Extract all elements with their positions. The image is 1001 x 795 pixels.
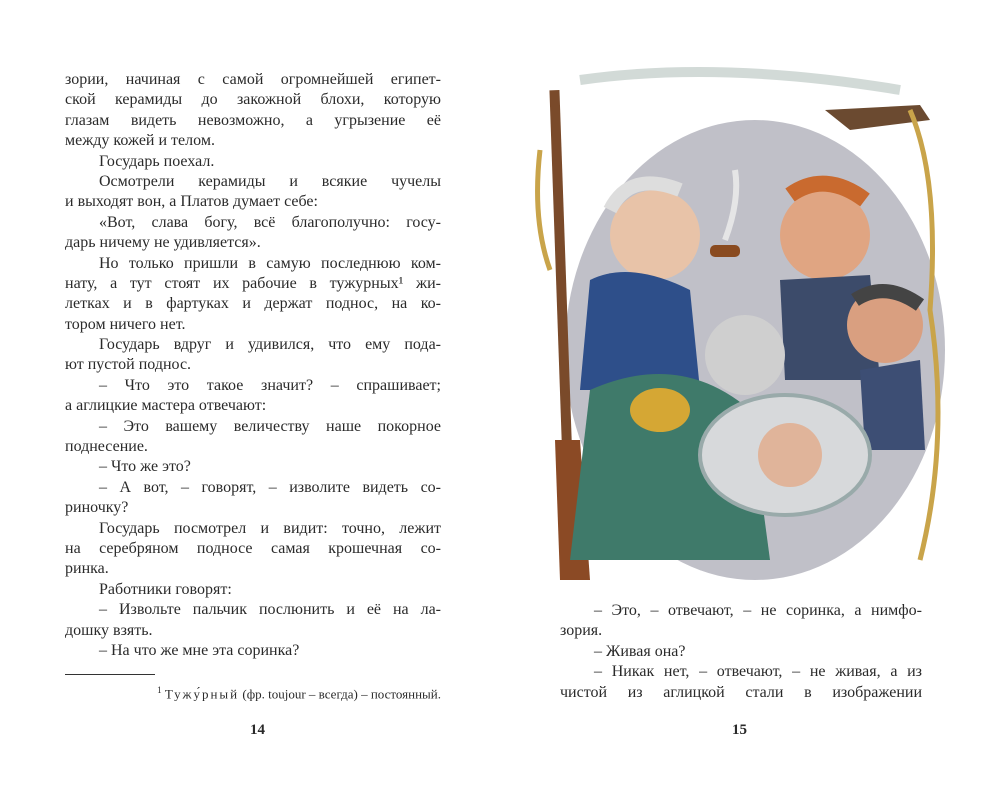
reflection-face — [758, 423, 822, 487]
text-line: – Извольте пальчик послюнить и её на ла- — [99, 601, 441, 619]
page-number-right: 15 — [732, 722, 747, 738]
text-line: зории, начиная с самой огромнейшей египет- — [65, 71, 441, 88]
platov-coat — [580, 272, 700, 390]
text-line: поднесение. — [65, 438, 148, 456]
text-line: на серебряном подносе самая крошечная со- — [65, 539, 441, 557]
footnote — [75, 682, 441, 702]
text-line: ют пустой поднос. — [65, 356, 192, 374]
text-line: ринка. — [65, 560, 109, 578]
text-line: чистой из аглицкой стали в изображении — [560, 683, 922, 701]
text-line: – Живая она? — [594, 642, 686, 660]
text-line: – Что же это? — [99, 458, 191, 476]
footnote-mark: 1 — [157, 685, 162, 695]
text-line: тором ничего нет. — [65, 315, 186, 333]
smoke-wash — [580, 72, 900, 90]
text-line: летках и в фартуках и держат поднос, на ко- — [65, 295, 441, 313]
page-number-left: 14 — [250, 722, 265, 738]
text-line: Государь поехал. — [99, 152, 215, 170]
text-line: – А вот, – говорят, – изволите видеть со- — [99, 478, 441, 496]
pipe-icon — [710, 245, 740, 257]
right-page-text — [560, 601, 922, 703]
platov-head — [610, 190, 700, 280]
text-line: Государь вдруг и удивился, что ему пода- — [99, 336, 441, 354]
footnote-word: Тужу́рный — [164, 686, 240, 702]
text-line: Работники говорят: — [99, 580, 232, 598]
left-page-text — [65, 70, 441, 661]
text-line: нату, а тут стоят их рабочие в тужурных¹ жи- — [65, 274, 441, 292]
craftsman2-vest — [860, 360, 925, 450]
text-line: – Это вашему величеству наше покорное — [99, 417, 441, 435]
text-line: – Что это такое значит? – спрашивает; — [99, 376, 441, 394]
text-line: ской керамиды до закожной блохи, которую — [65, 91, 441, 109]
text-line: Государь посмотрел и видит: точно, лежит — [99, 519, 441, 537]
text-line: а аглицкие мастера отвечают: — [65, 397, 267, 415]
text-line: Осмотрели керамиды и всякие чучелы — [99, 172, 441, 190]
footnote-rule — [65, 674, 155, 675]
text-line: риночку? — [65, 499, 129, 517]
text-line: дошку взять. — [65, 621, 153, 639]
text-line: зория. — [560, 622, 603, 640]
text-line: глазам видеть невозможно, а угрызение её — [65, 111, 441, 129]
text-line: «Вот, слава богу, всё благополучно: госу- — [99, 213, 441, 231]
sword-icon — [538, 150, 550, 270]
text-line: – Никак нет, – отвечают, – не живая, а из — [594, 663, 922, 681]
text-line: и выходят вон, а Платов думает себе: — [65, 193, 318, 211]
text-line: Но только пришли в самую последнюю ком- — [99, 254, 441, 272]
text-line: – На что же мне эта соринка? — [99, 641, 300, 659]
text-line: дарь ничему не удивляется». — [65, 234, 261, 252]
emperor-head — [705, 315, 785, 395]
text-line: – Это, – отвечают, – не соринка, а нимфо- — [594, 602, 922, 619]
epaulette — [630, 388, 690, 432]
footnote-text: (фр. toujour – всегда) – постоянный. — [239, 686, 441, 702]
illustration-craftsmen-with-tray — [520, 60, 955, 590]
text-line: между кожей и телом. — [65, 132, 215, 150]
